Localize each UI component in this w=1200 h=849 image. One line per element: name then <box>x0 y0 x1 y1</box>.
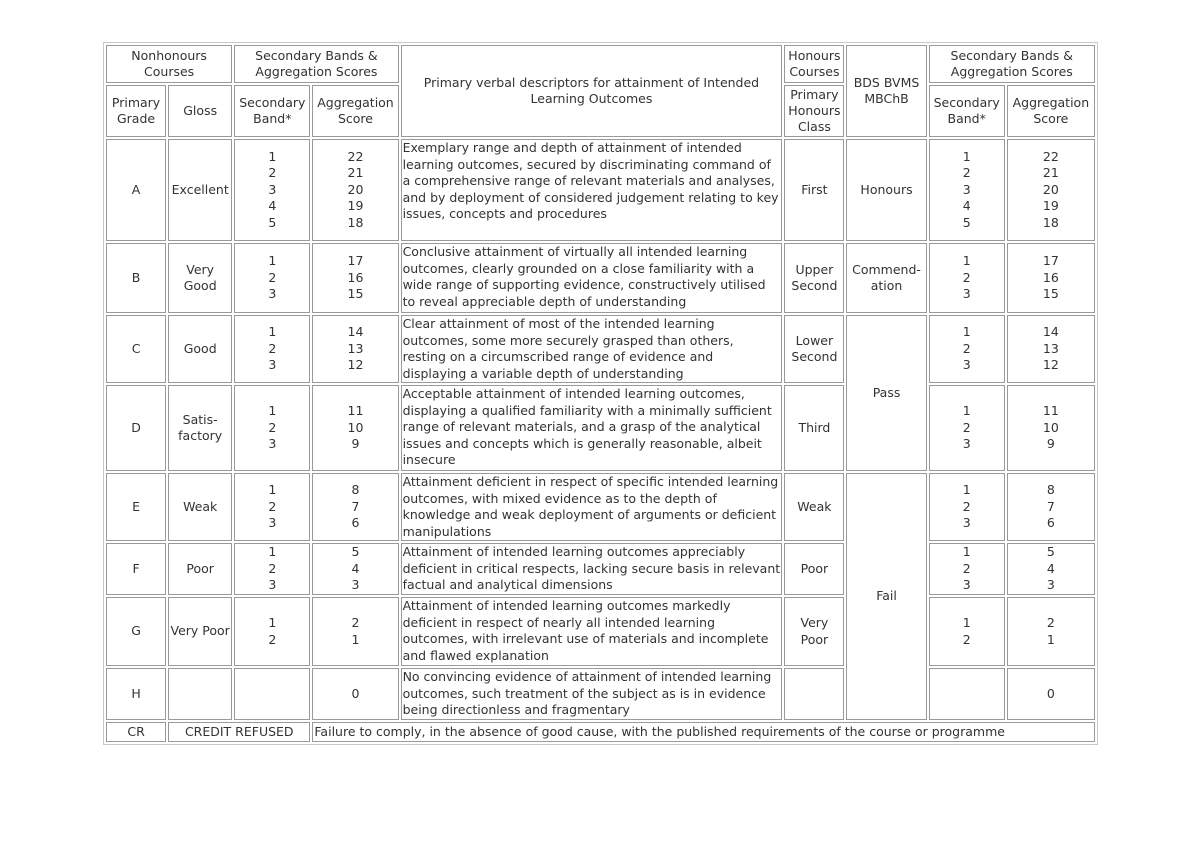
header-primary-descriptors: Primary verbal descriptors for attainment of Intended Learning Outcomes <box>401 45 783 137</box>
honours-class-cell: Poor <box>784 543 844 595</box>
credit-refused-code: CR <box>106 722 166 742</box>
aggregation-score-cell-right: 14 13 12 <box>1007 315 1095 383</box>
header-secondary-bands-left: Secondary Bands & Aggregation Scores <box>234 45 398 83</box>
header-primary-grade: Primary Grade <box>106 85 166 137</box>
credit-refused-label: CREDIT REFUSED <box>168 722 310 742</box>
grade-cell: H <box>106 668 166 720</box>
table-row-f <box>106 543 1095 595</box>
table-row-d <box>106 385 1095 471</box>
aggregation-score-cell-right: 17 16 15 <box>1007 243 1095 313</box>
table-row-g <box>106 597 1095 666</box>
secondary-band-cell-right: 1 2 <box>929 597 1005 666</box>
gloss-cell: Poor <box>168 543 232 595</box>
aggregation-score-cell-right: 8 7 6 <box>1007 473 1095 541</box>
aggregation-score-cell: 14 13 12 <box>312 315 398 383</box>
bds-cell-pass: Pass <box>846 315 926 471</box>
aggregation-score-cell-right: 22 21 20 19 18 <box>1007 139 1095 241</box>
bds-cell-fail: Fail <box>846 473 926 720</box>
honours-class-cell: First <box>784 139 844 241</box>
secondary-band-cell: 1 2 3 4 5 <box>234 139 310 241</box>
header-gloss: Gloss <box>168 85 232 137</box>
aggregation-score-cell: 0 <box>312 668 398 720</box>
grade-cell: B <box>106 243 166 313</box>
honours-class-cell: Upper Second <box>784 243 844 313</box>
header-secondary-bands-right: Secondary Bands & Aggregation Scores <box>929 45 1095 83</box>
gloss-cell: Very Poor <box>168 597 232 666</box>
secondary-band-cell-right: 1 2 3 <box>929 473 1005 541</box>
gloss-cell: Very Good <box>168 243 232 313</box>
bds-cell: Honours <box>846 139 926 241</box>
descriptor-cell: Attainment of intended learning outcomes markedly deficient in respect of nearly all intended learning outcomes, with irrelevant use of materials and incomplete and flawed explanation <box>401 597 783 666</box>
table-row-c <box>106 315 1095 383</box>
descriptor-cell: Clear attainment of most of the intended learning outcomes, some more securely grasped than others, resting on a circumscribed range of evidence and displaying a variable depth of understanding <box>401 315 783 383</box>
secondary-band-cell: 1 2 3 <box>234 473 310 541</box>
grade-cell: A <box>106 139 166 241</box>
aggregation-score-cell: 8 7 6 <box>312 473 398 541</box>
secondary-band-cell <box>234 668 310 720</box>
aggregation-score-cell: 5 4 3 <box>312 543 398 595</box>
honours-class-cell: Lower Second <box>784 315 844 383</box>
secondary-band-cell: 1 2 3 <box>234 243 310 313</box>
secondary-band-cell-right: 1 2 3 <box>929 543 1005 595</box>
gloss-cell: Excellent <box>168 139 232 241</box>
table-row-a <box>106 139 1095 241</box>
header-row-1 <box>106 45 1095 83</box>
descriptor-cell: Acceptable attainment of intended learning outcomes, displaying a qualified familiarity with a minimally sufficient range of relevant materials, and a grasp of the analytical issues and concepts which is generally reasonable, albeit insecure <box>401 385 783 471</box>
descriptor-cell: Exemplary range and depth of attainment of intended learning outcomes, secured by discriminating command of a comprehensive range of relevant materials and analyses, and by deployment of considered judgement relating to key issues, concepts and procedures <box>401 139 783 241</box>
gloss-cell: Satis-factory <box>168 385 232 471</box>
header-secondary-band-right: Secondary Band* <box>929 85 1005 137</box>
grade-cell: D <box>106 385 166 471</box>
secondary-band-cell-right <box>929 668 1005 720</box>
grade-cell: F <box>106 543 166 595</box>
header-secondary-band-left: Secondary Band* <box>234 85 310 137</box>
header-bds: BDS BVMS MBChB <box>846 45 926 137</box>
gloss-cell <box>168 668 232 720</box>
honours-class-cell <box>784 668 844 720</box>
secondary-band-cell-right: 1 2 3 4 5 <box>929 139 1005 241</box>
header-aggregation-score-right: Aggregation Score <box>1007 85 1095 137</box>
aggregation-score-cell: 17 16 15 <box>312 243 398 313</box>
grade-cell: E <box>106 473 166 541</box>
grade-cell: C <box>106 315 166 383</box>
aggregation-score-cell: 2 1 <box>312 597 398 666</box>
grading-table-container <box>103 42 1098 745</box>
aggregation-score-cell-right: 0 <box>1007 668 1095 720</box>
secondary-band-cell-right: 1 2 3 <box>929 243 1005 313</box>
header-honours-courses: Honours Courses <box>784 45 844 83</box>
table-row-b <box>106 243 1095 313</box>
grade-cell: G <box>106 597 166 666</box>
secondary-band-cell: 1 2 3 <box>234 385 310 471</box>
table-row-h <box>106 668 1095 720</box>
table-row-e <box>106 473 1095 541</box>
honours-class-cell: Very Poor <box>784 597 844 666</box>
table-row-credit-refused <box>106 722 1095 742</box>
descriptor-cell: No convincing evidence of attainment of intended learning outcomes, such treatment of the subject as is in evidence being directionless and fragmentary <box>401 668 783 720</box>
secondary-band-cell: 1 2 3 <box>234 543 310 595</box>
descriptor-cell: Attainment deficient in respect of specific intended learning outcomes, with mixed evidence as to the depth of knowledge and weak deployment of arguments or deficient manipulations <box>401 473 783 541</box>
secondary-band-cell: 1 2 <box>234 597 310 666</box>
gloss-cell: Good <box>168 315 232 383</box>
credit-refused-text: Failure to comply, in the absence of good cause, with the published requirements of the course or programme <box>312 722 1095 742</box>
header-aggregation-score-left: Aggregation Score <box>312 85 398 137</box>
secondary-band-cell-right: 1 2 3 <box>929 385 1005 471</box>
secondary-band-cell-right: 1 2 3 <box>929 315 1005 383</box>
honours-class-cell: Weak <box>784 473 844 541</box>
descriptor-cell: Conclusive attainment of virtually all intended learning outcomes, clearly grounded on a close familiarity with a wide range of supporting evidence, constructively utilised to reveal appreciable depth of understanding <box>401 243 783 313</box>
aggregation-score-cell-right: 2 1 <box>1007 597 1095 666</box>
bds-cell: Commend-ation <box>846 243 926 313</box>
descriptor-cell: Attainment of intended learning outcomes appreciably deficient in critical respects, lacking secure basis in relevant factual and analytical dimensions <box>401 543 783 595</box>
header-primary-honours-class: Primary Honours Class <box>784 85 844 137</box>
grading-table <box>103 42 1098 745</box>
aggregation-score-cell: 11 10 9 <box>312 385 398 471</box>
header-nonhonours: Nonhonours Courses <box>106 45 232 83</box>
gloss-cell: Weak <box>168 473 232 541</box>
secondary-band-cell: 1 2 3 <box>234 315 310 383</box>
honours-class-cell: Third <box>784 385 844 471</box>
aggregation-score-cell-right: 5 4 3 <box>1007 543 1095 595</box>
aggregation-score-cell-right: 11 10 9 <box>1007 385 1095 471</box>
aggregation-score-cell: 22 21 20 19 18 <box>312 139 398 241</box>
